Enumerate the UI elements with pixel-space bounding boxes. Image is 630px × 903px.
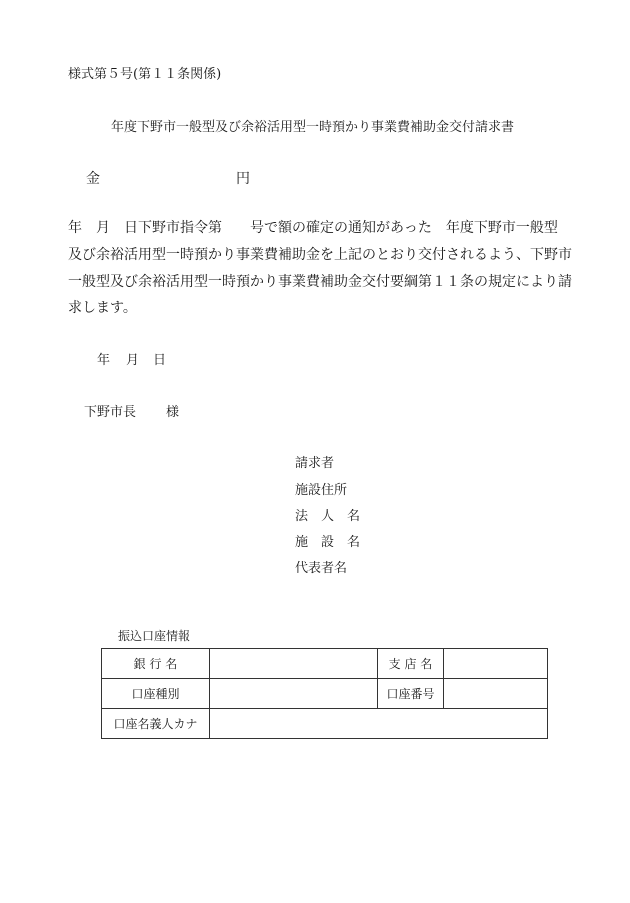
amount-label: 金: [86, 171, 100, 187]
facility-name-label: 施 設 名: [295, 535, 361, 550]
account-number-field[interactable]: [444, 679, 548, 709]
body-text-line: 年 月 日下野市指令第 号で額の確定の通知があった 年度下野市一般型: [68, 220, 558, 236]
account-holder-kana-label: 口座名義人カナ: [102, 709, 210, 739]
branch-name-label: 支 店 名: [378, 649, 444, 679]
table-row: [102, 709, 548, 739]
date-day-label: 日: [153, 353, 167, 368]
amount-unit: 円: [236, 171, 250, 187]
account-type-label: 口座種別: [102, 679, 210, 709]
account-holder-kana-field[interactable]: [210, 709, 548, 739]
representative-name-label: 代表者名: [295, 561, 348, 576]
account-number-label: 口座番号: [378, 679, 444, 709]
bank-info-title: 振込口座情報: [118, 629, 191, 643]
form-number: 様式第５号(第１１条関係): [68, 67, 222, 82]
bank-name-label: 銀 行 名: [102, 649, 210, 679]
bank-account-table: [101, 648, 548, 739]
table-row: [102, 679, 548, 709]
body-text-line: 及び余裕活用型一時預かり事業費補助金を上記のとおり交付されるよう、下野市: [68, 247, 572, 263]
body-text-line: 求します。: [68, 300, 137, 316]
addressee-name: 下野市長: [84, 405, 137, 420]
table-row: [102, 649, 548, 679]
date-month-label: 月: [126, 353, 140, 368]
document-title: 年度下野市一般型及び余裕活用型一時預かり事業費補助金交付請求書: [111, 120, 515, 135]
date-year-label: 年: [97, 353, 111, 368]
branch-name-field[interactable]: [444, 649, 548, 679]
bank-name-field[interactable]: [210, 649, 378, 679]
facility-address-label: 施設住所: [295, 483, 348, 498]
account-type-field[interactable]: [210, 679, 378, 709]
claimant-label: 請求者: [295, 456, 335, 471]
addressee-honorific: 様: [166, 405, 180, 420]
corporation-name-label: 法 人 名: [295, 509, 361, 524]
body-text-line: 一般型及び余裕活用型一時預かり事業費補助金交付要綱第１１条の規定により請: [68, 274, 572, 290]
